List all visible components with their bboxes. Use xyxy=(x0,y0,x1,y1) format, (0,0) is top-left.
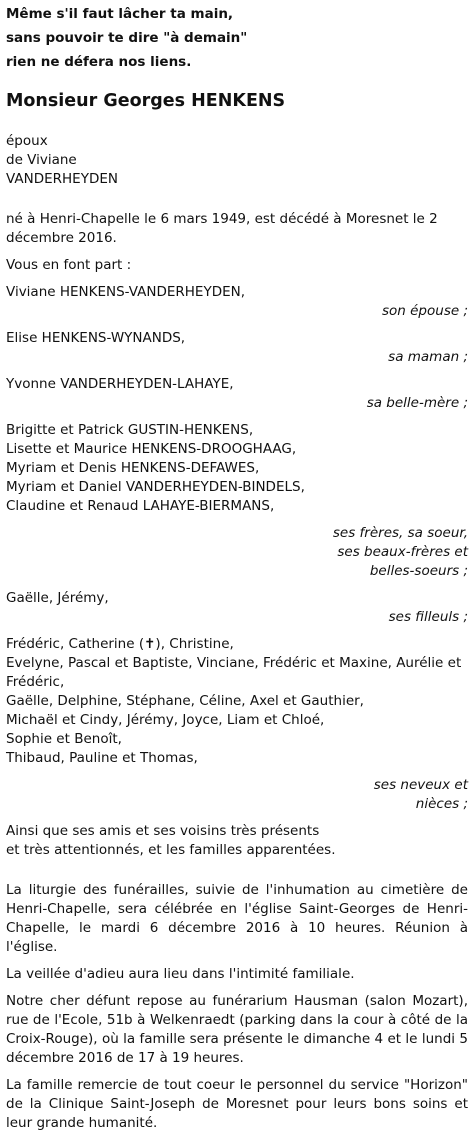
friends-text xyxy=(6,822,468,860)
role-mother-in-law: sa belle-mère ; xyxy=(366,395,468,411)
role-nephews: ses neveux et xyxy=(373,777,468,793)
funeral-text: La liturgie des funérailles, suivie de l'inhumation au cimetière de Henri-Chapelle, sera célébrée en l'église Saint-Georges de Henri-Chapelle, le mardi 6 décembre 2016 à 10 heures. Réunion à l'église. xyxy=(6,882,468,955)
list-item: Michaël et Cindy, Jérémy, Joyce, Liam et Chloé, xyxy=(6,712,325,728)
birth-death-text: né à Henri-Chapelle le 6 mars 1949, est décédé à Moresnet le 2 décembre 2016. xyxy=(6,211,438,246)
list-item: Evelyne, Pascal et Baptiste, Vinciane, Frédéric et Maxine, Aurélie et xyxy=(6,655,462,671)
rest-text: Notre cher défunt repose au funérarium Hausman (salon Mozart), rue de l'Ecole, 51b à Welkenraedt (parking dans la cour à côté de la Croix-Rouge), où la famille sera présente le dimanche 4 et le lundi 5 décembre 2016 de 17 à 19 heures. xyxy=(6,993,468,1066)
list-item: Sophie et Benoît, xyxy=(6,731,122,747)
role-mother: sa maman ; xyxy=(388,349,468,365)
friends-line: et très attentionnés, et les familles apparentées. xyxy=(6,842,336,858)
poem-line: Même s'il faut lâcher ta main, xyxy=(6,6,234,22)
list-item xyxy=(6,635,468,654)
intro-text: Vous en font part : xyxy=(6,257,132,273)
role-siblings: ses beaux-frères et xyxy=(337,544,468,560)
obituary-document xyxy=(6,0,468,1133)
spouse-line: époux xyxy=(6,133,48,149)
family-godchildren: Gaëlle, Jérémy, xyxy=(6,590,109,606)
family-mother-in-law: Yvonne VANDERHEYDEN-LAHAYE, xyxy=(6,376,234,392)
nephews-text: ), Christine, xyxy=(155,636,234,652)
role-siblings: belles-soeurs ; xyxy=(369,563,468,579)
nephews-text: Frédéric, Catherine ( xyxy=(6,636,145,652)
list-item: Claudine et Renaud LAHAYE-BIERMANS, xyxy=(6,498,275,514)
vigil-text: La veillée d'adieu aura lieu dans l'intimité familiale. xyxy=(6,966,355,982)
spouse-line: VANDERHEYDEN xyxy=(6,171,118,187)
nephews-list xyxy=(6,635,468,768)
list-item: Lisette et Maurice HENKENS-DROOGHAAG, xyxy=(6,441,297,457)
role-nephews: nièces ; xyxy=(415,796,468,812)
siblings-list xyxy=(6,421,468,516)
poem-line: sans pouvoir te dire "à demain" xyxy=(6,30,248,46)
list-item: Myriam et Denis HENKENS-DEFAWES, xyxy=(6,460,260,476)
family-mother: Elise HENKENS-WYNANDS, xyxy=(6,330,186,346)
spouse-block xyxy=(6,132,468,189)
thanks-text: La famille remercie de tout coeur le personnel du service "Horizon" de la Clinique Saint-Joseph de Moresnet pour leurs bons soins et leur grande humanité. xyxy=(6,1077,468,1131)
spouse-line: de Viviane xyxy=(6,152,77,168)
cross-icon: ✝ xyxy=(144,636,156,652)
list-item: Myriam et Daniel VANDERHEYDEN-BINDELS, xyxy=(6,479,305,495)
list-item: Thibaud, Pauline et Thomas, xyxy=(6,750,198,766)
role-siblings: ses frères, sa soeur, xyxy=(332,525,468,541)
list-item: Gaëlle, Delphine, Stéphane, Céline, Axel et Gauthier, xyxy=(6,693,364,709)
role-godchildren: ses filleuls ; xyxy=(388,609,468,625)
role-wife: son épouse ; xyxy=(381,303,468,319)
deceased-name: Monsieur Georges HENKENS xyxy=(6,91,286,111)
list-item: Frédéric, xyxy=(6,674,65,690)
poem-line: rien ne défera nos liens. xyxy=(6,54,192,70)
family-wife: Viviane HENKENS-VANDERHEYDEN, xyxy=(6,284,246,300)
list-item: Brigitte et Patrick GUSTIN-HENKENS, xyxy=(6,422,254,438)
poem xyxy=(6,2,468,74)
friends-line: Ainsi que ses amis et ses voisins très présents xyxy=(6,823,320,839)
